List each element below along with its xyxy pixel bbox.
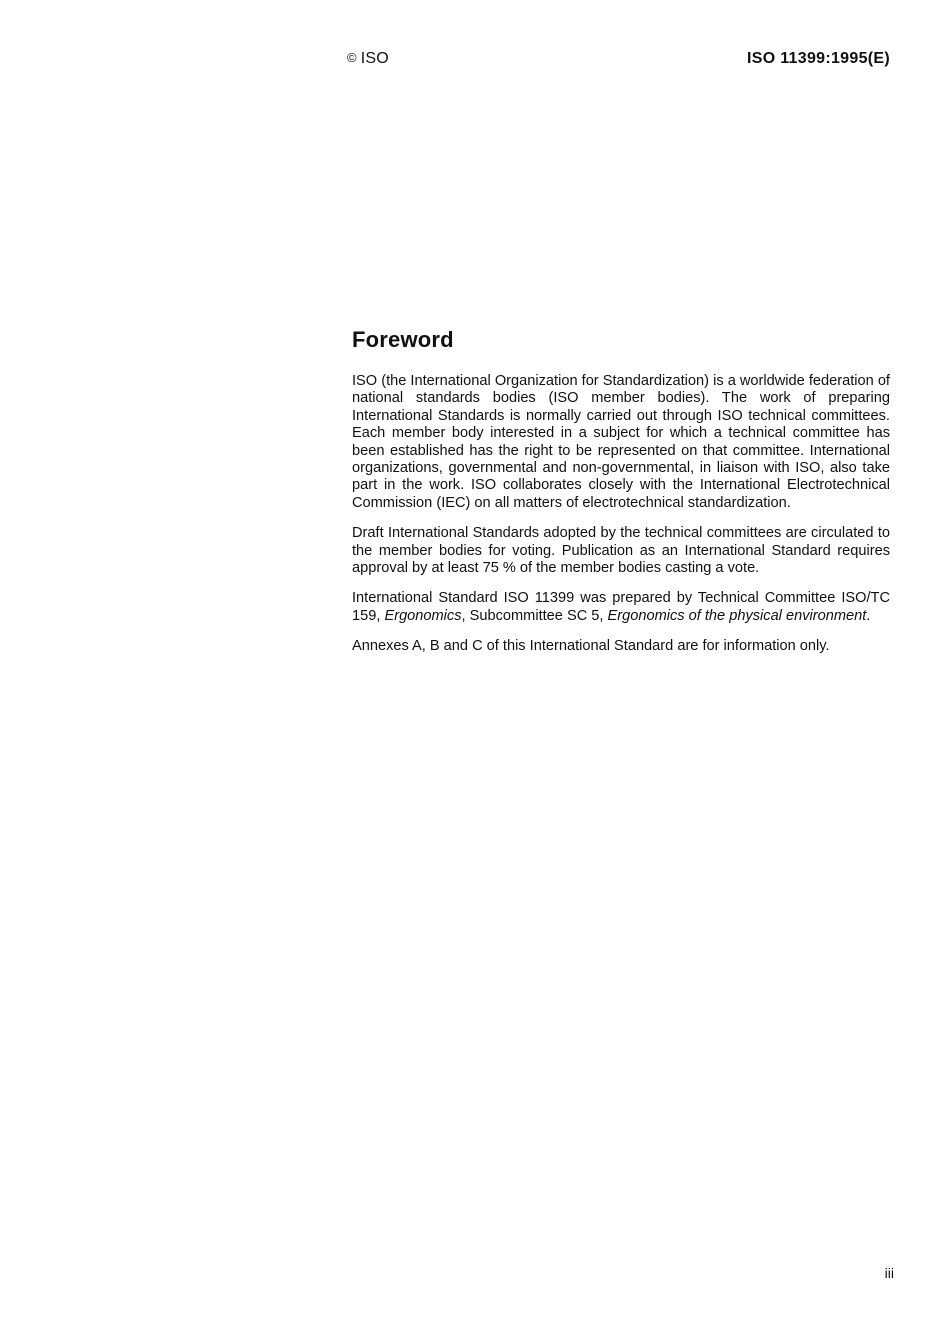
preparation-text-1: International Standard ISO 11399 was prepared by Technical Committee ISO/TC 159,: [352, 590, 890, 624]
committee-name: Ergonomics: [384, 607, 462, 624]
publisher-name: ISO: [360, 50, 389, 67]
paragraph-annexes: Annexes A, B and C of this International Standard are for information only.: [352, 638, 830, 655]
paragraph-preparation: [352, 590, 890, 625]
document-id: ISO 11399:1995(E): [747, 50, 890, 67]
preparation-text-2: , Subcommittee SC 5,: [461, 607, 608, 624]
subcommittee-name: Ergonomics of the physical environment: [607, 607, 867, 624]
page-number: iii: [884, 1265, 894, 1281]
paragraph-draft-standards: Draft International Standards adopted by the technical committees are circulated to the member bodies for voting. Publication as an International Standard requires approval by at least 75 % of the member bodies casting a vote.: [352, 525, 890, 577]
page-title: Foreword: [352, 327, 454, 352]
paragraph-iso-description: ISO (the International Organization for Standardization) is a worldwide federation of national standards bodies (ISO member bodies). The work of preparing International Standards is normally carried out through ISO technical committees. Each member body interested in a subject for which a technical committee has been established has the right to be represented on that committee. International organizations, governmental and non-governmental, in liaison with ISO, also take part in the work. ISO collaborates closely with the International Electrotechnical Commission (IEC) on all matters of electrotechnical standardization.: [352, 373, 890, 511]
foreword-body: [352, 373, 890, 669]
header-publisher: [347, 50, 389, 68]
copyright-symbol: ©: [347, 50, 357, 65]
preparation-text-3: .: [866, 607, 871, 624]
